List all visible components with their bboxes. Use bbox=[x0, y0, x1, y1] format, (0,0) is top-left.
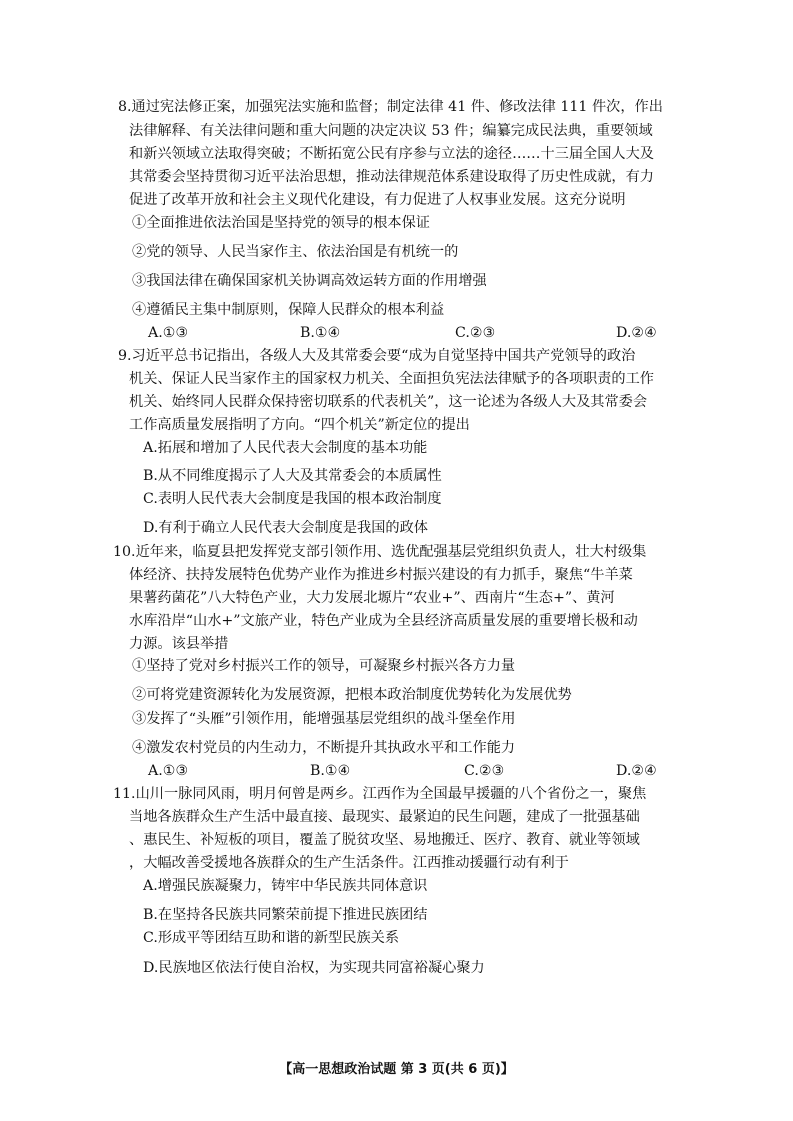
question-8-stem-line: 促进了改革开放和社会主义现代化建设，有力促进了人权事业发展。这充分说明 bbox=[129, 192, 626, 208]
question-9-option-a: A.拓展和增加了人民代表大会制度的基本功能 bbox=[143, 440, 428, 456]
question-10-option: ④激发农村党员的内生动力，不断提升其执政水平和工作能力 bbox=[132, 740, 516, 756]
question-8-option: ④遵循民主集中制原则，保障人民群众的根本利益 bbox=[132, 302, 445, 318]
question-10-option: ③发挥了“头雁”引领作用，能增强基层党组织的战斗堡垒作用 bbox=[132, 711, 516, 727]
question-11-stem-line: 11.山川一脉同风雨，明月何曾是两乡。江西作为全国最早援疆的八个省份之一，聚焦 bbox=[113, 786, 647, 802]
question-10-stem-line: 力源。该县举措 bbox=[129, 636, 229, 652]
question-10-option: ②可将党建资源转化为发展资源，把根本政治制度优势转化为发展优势 bbox=[132, 687, 572, 703]
question-10-choice-a: A.①③ bbox=[148, 763, 189, 779]
question-8-choice-c: C.②③ bbox=[455, 325, 496, 341]
question-8-option: ①全面推进依法治国是坚持党的领导的根本保证 bbox=[132, 215, 430, 231]
question-10-stem-line: 水库沿岸“山水+”文旅产业，特色产业成为全县经济高质量发展的重要增长极和动 bbox=[129, 613, 638, 629]
question-11-stem-line: ，大幅改善受援地各族群众的生产生活条件。江西推动援疆行动有利于 bbox=[129, 855, 569, 871]
question-8-stem-line: 法律解释、有关法律问题和重大问题的决定决议 53 件；编纂完成民法典，重要领域 bbox=[129, 123, 653, 139]
question-8-stem-line: 和新兴领域立法取得突破；不断拓宽公民有序参与立法的途径……十三届全国人大及 bbox=[129, 146, 654, 162]
page-footer: 【高一思想政治试题 第 3 页(共 6 页)】 bbox=[279, 1062, 514, 1077]
question-8-choice-b: B.①④ bbox=[300, 325, 341, 341]
question-10-stem-line: 果薯药菌花”八大特色产业，大力发展北塬片“农业+”、西南片“生态+”、黄河 bbox=[129, 590, 615, 606]
question-10-choice-c: C.②③ bbox=[464, 763, 505, 779]
question-11-option-d: D.民族地区依法行使自治权，为实现共同富裕凝心聚力 bbox=[143, 960, 485, 976]
question-9-stem-line: 工作高质量发展指明了方向。“四个机关”新定位的提出 bbox=[129, 417, 470, 433]
question-8-stem-line: 8.通过宪法修正案，加强宪法实施和监督；制定法律 41 件、修改法律 111 件次，作出 bbox=[118, 99, 663, 115]
question-10-stem-line: 体经济、扶持发展特色优势产业作为推进乡村振兴建设的有力抓手，聚焦“牛羊菜 bbox=[129, 567, 633, 583]
question-9-stem-line: 9.习近平总书记指出，各级人大及其常委会要“成为自觉坚持中国共产党领导的政治 bbox=[118, 348, 636, 364]
question-10-option: ①坚持了党对乡村振兴工作的领导，可凝聚乡村振兴各方力量 bbox=[132, 658, 516, 674]
question-9-option-b: B.从不同维度揭示了人大及其常委会的本质属性 bbox=[143, 468, 442, 484]
question-8-option: ②党的领导、人民当家作主、依法治国是有机统一的 bbox=[132, 244, 459, 260]
question-10-choice-b: B.①④ bbox=[310, 763, 351, 779]
question-11-option-c: C.形成平等团结互助和谐的新型民族关系 bbox=[143, 930, 400, 946]
question-8-stem-line: 其常委会坚持贯彻习近平法治思想，推动法律规范体系建设取得了历史性成就，有力 bbox=[129, 169, 654, 185]
question-11-option-b: B.在坚持各民族共同繁荣前提下推进民族团结 bbox=[143, 907, 428, 923]
question-8-choice-a: A.①③ bbox=[148, 325, 189, 341]
question-9-stem-line: 机关、始终同人民群众保持密切联系的代表机关”，这一论述为各级人大及其常委会 bbox=[129, 394, 648, 410]
question-9-option-d: D.有利于确立人民代表大会制度是我国的政体 bbox=[143, 520, 428, 536]
question-9-stem-line: 机关、保证人民当家作主的国家权力机关、全面担负宪法法律赋予的各项职责的工作 bbox=[129, 371, 654, 387]
question-8-choice-d: D.②④ bbox=[616, 325, 657, 341]
question-11-stem-line: 、惠民生、补短板的项目，覆盖了脱贫攻坚、易地搬迁、医疗、教育、就业等领域 bbox=[129, 832, 640, 848]
question-11-option-a: A.增强民族凝聚力，铸牢中华民族共同体意识 bbox=[143, 878, 428, 894]
question-11-stem-line: 当地各族群众生产生活中最直接、最现实、最紧迫的民生问题，建成了一批强基础 bbox=[129, 809, 640, 825]
question-8-option: ③我国法律在确保国家机关协调高效运转方面的作用增强 bbox=[132, 273, 487, 289]
question-10-choice-d: D.②④ bbox=[616, 763, 657, 779]
question-10-stem-line: 10.近年来，临夏县把发挥党支部引领作用、选优配强基层党组织负责人，壮大村级集 bbox=[113, 544, 647, 560]
question-9-option-c: C.表明人民代表大会制度是我国的根本政治制度 bbox=[143, 491, 442, 507]
